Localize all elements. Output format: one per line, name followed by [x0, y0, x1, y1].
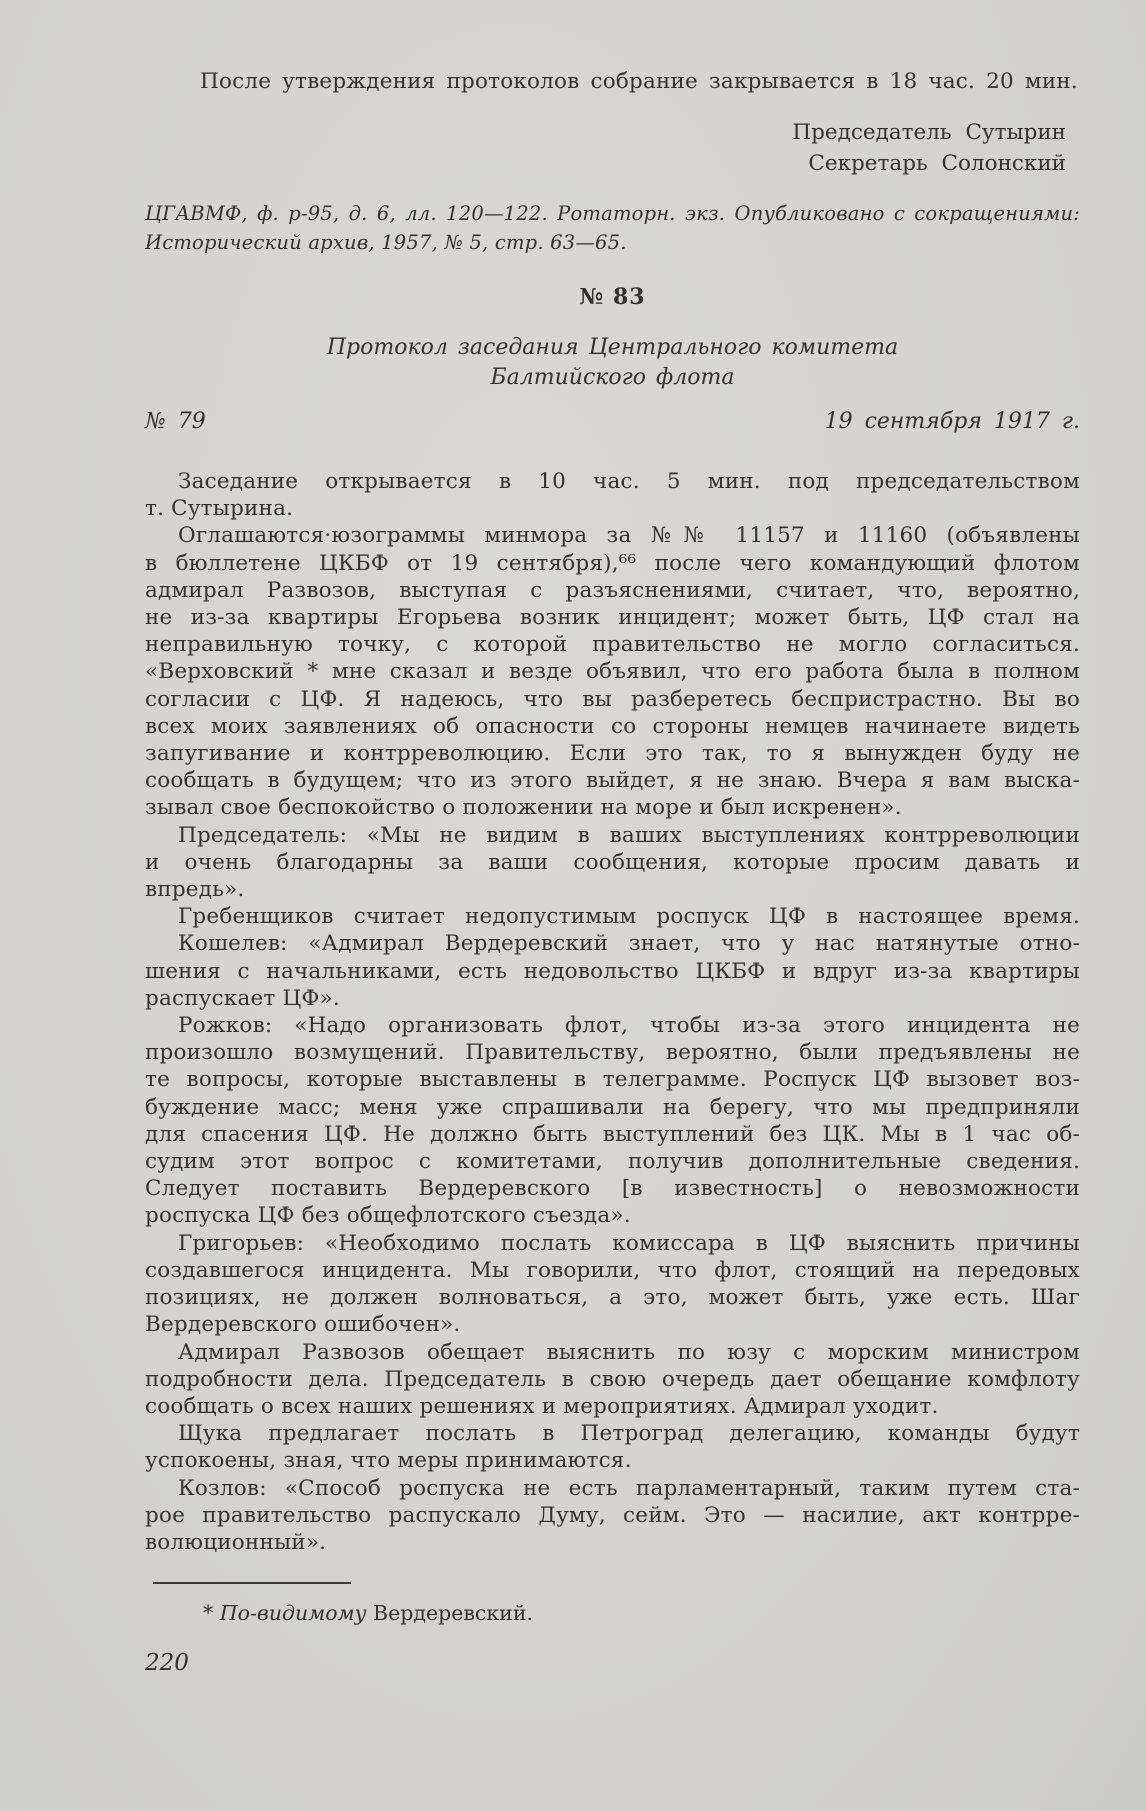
text-line: буждение масс; меня уже спрашивали на берегу, что мы предприняли — [145, 1094, 1080, 1120]
paragraph — [145, 1230, 1080, 1339]
text-line: для спасения ЦФ. Не должно быть выступлений без ЦК. Мы в 1 час об- — [145, 1121, 1080, 1147]
paragraph — [145, 1475, 1080, 1557]
text-line: сообщать в будущем; что из этого выйдет, я не знаю. Вчера я вам выска- — [145, 768, 1080, 794]
paragraph — [145, 1420, 1080, 1474]
text-line: т. Сутырина. — [145, 496, 294, 522]
page-number: 220 — [145, 1650, 189, 1677]
text-line: Кошелев: «Адмирал Вердеревский знает, что у нас натянутые отно- — [178, 931, 1080, 957]
archival-citation-line1: ЦГАВМФ, ф. р-95, д. 6, лл. 120—122. Ротаторн. экз. Опубликовано с сокращениями: — [145, 202, 1080, 225]
protocol-meta-row — [145, 408, 1080, 436]
text-line: шения с начальниками, есть недовольство ЦКБФ и вдруг из-за квартиры — [145, 958, 1080, 984]
text-line: волюционный». — [145, 1529, 327, 1555]
text-line: в бюллетене ЦКБФ от 19 сентября),⁶⁶ после чего командующий флотом — [145, 550, 1080, 576]
footnote-divider — [153, 1582, 351, 1584]
text-line: рое правительство распускало Думу, сейм. Это — насилие, акт контрре- — [145, 1502, 1080, 1528]
text-line: Вердеревского ошибочен». — [145, 1312, 461, 1338]
document-title-line2: Балтийского флота — [490, 365, 735, 390]
text-line: Рожков: «Надо организовать флот, чтобы из-за этого инцидента не — [178, 1013, 1080, 1039]
text-line: судим этот вопрос с комитетами, получив дополнительные сведения. — [145, 1149, 1080, 1175]
text-line: распускает ЦФ». — [145, 985, 340, 1011]
signature-secretary: Секретарь Солонский — [808, 151, 1066, 176]
signature-block — [145, 117, 1080, 179]
paragraph — [145, 903, 1080, 930]
text-line: зывал свое беспокойство о положении на море и был искренен». — [145, 795, 902, 821]
text-line: Следует поставить Вердеревского [в известность] о невозможности — [145, 1176, 1080, 1202]
footnote-marker: * — [203, 1601, 214, 1626]
text-line: Оглашаются·юзограммы минмора за №№ 11157 и 11160 (объявлены — [178, 523, 1080, 549]
text-line: «Верховский * мне сказал и везде объявил, что его работа была в полном — [145, 659, 1080, 685]
text-line: Адмирал Развозов обещает выяснить по юзу с морским министром — [178, 1339, 1080, 1365]
document-number-heading: № 83 — [579, 284, 646, 310]
text-line: согласии с ЦФ. Я надеюсь, что вы разберетесь беспристрастно. Вы во — [145, 686, 1080, 712]
document-title-line1: Протокол заседания Центрального комитета — [326, 335, 899, 360]
text-line: позициях, не должен волноваться, а это, может быть, уже есть. Шаг — [145, 1285, 1080, 1311]
text-line: Щука предлагает послать в Петроград делегацию, команды будут — [178, 1421, 1080, 1447]
text-line: те вопросы, которые выставлены в телеграмме. Роспуск ЦФ вызовет воз- — [145, 1067, 1080, 1093]
text-line: Козлов: «Способ роспуска не есть парламентарный, таким путем ста- — [178, 1475, 1080, 1501]
paragraph — [145, 822, 1080, 904]
protocol-number: № 79 — [145, 409, 206, 434]
text-line: роспуска ЦФ без общефлотского съезда». — [145, 1203, 631, 1229]
paragraph — [145, 522, 1080, 821]
text-line: Председатель: «Мы не видим в ваших выступлениях контрреволюции — [178, 822, 1080, 848]
archival-citation — [145, 199, 1080, 257]
closing-line-previous-protocol: После утверждения протоколов собрание закрывается в 18 час. 20 мин. — [200, 68, 1078, 94]
signature-chairman: Председатель Сутырин — [792, 120, 1066, 145]
text-line: запугивание и контрреволюцию. Если это так, то я вынужден буду не — [145, 741, 1080, 767]
document-title — [145, 333, 1080, 393]
text-line: и очень благодарны за ваши сообщения, которые просим давать и — [145, 849, 1080, 875]
text-line: не из-за квартиры Егорьева возник инцидент; может быть, ЦФ стал на — [145, 605, 1080, 631]
footnote-text: Вердеревский. — [373, 1601, 534, 1626]
text-line: Григорьев: «Необходимо послать комиссара в ЦФ выяснить причины — [178, 1230, 1080, 1256]
text-line: подробности дела. Председатель в свою очередь дает обещание комфлоту — [145, 1366, 1080, 1392]
paragraph — [145, 468, 1080, 522]
archival-citation-line2: Исторический архив, 1957, № 5, стр. 63—65. — [145, 231, 627, 254]
paragraph — [145, 1339, 1080, 1421]
text-line: неправильную точку, с которой правительство не могло согласиться. — [145, 632, 1080, 658]
paragraph — [145, 930, 1080, 1012]
text-line: Заседание открывается в 10 час. 5 мин. под председательством — [178, 469, 1080, 494]
text-line: адмирал Развозов, выступая с разъяснениями, считает, что, вероятно, — [145, 577, 1080, 603]
text-line: произошло возмущений. Правительству, вероятно, были предъявлены не — [145, 1040, 1080, 1066]
paragraph — [145, 1012, 1080, 1230]
footnote-italic-text: По-видимому — [219, 1601, 367, 1626]
text-line: впредь». — [145, 877, 245, 903]
text-line: создавшегося инцидента. Мы говорили, что флот, стоящий на передовых — [145, 1257, 1080, 1283]
text-line: Гребенщиков считает недопустимым роспуск ЦФ в настоящее время. — [178, 904, 1080, 930]
text-line: всех моих заявлениях об опасности со стороны немцев начинаете видеть — [145, 713, 1080, 739]
text-line: сообщать о всех наших решениях и мероприятиях. Адмирал уходит. — [145, 1393, 939, 1419]
text-line: успокоены, зная, что меры принимаются. — [145, 1448, 632, 1474]
document-body — [145, 468, 1080, 1556]
protocol-date: 19 сентября 1917 г. — [824, 409, 1080, 434]
footnote — [145, 1599, 1080, 1627]
